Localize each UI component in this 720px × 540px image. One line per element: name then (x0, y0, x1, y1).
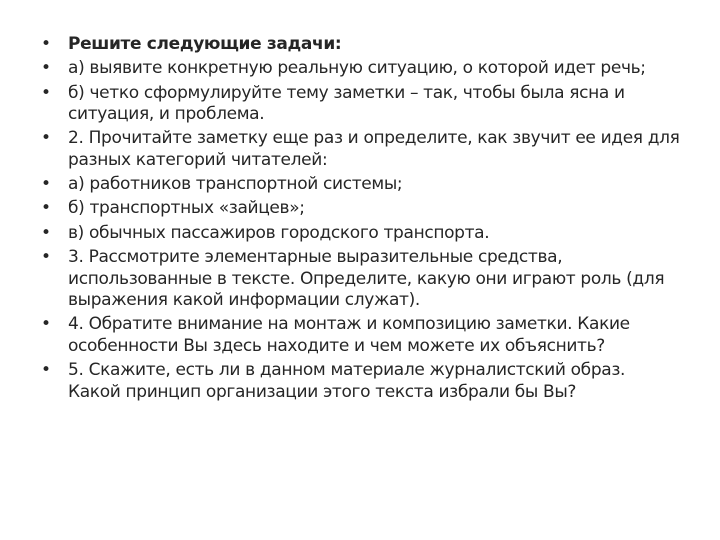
list-item-text: б) транспортных «зайцев»; (68, 198, 305, 219)
bullet-icon: • (41, 247, 51, 268)
list-item (40, 360, 680, 403)
list-item-text: б) четко сформулируйте тему заметки – так, чтобы была ясна и ситуация, и проблема. (68, 82, 625, 125)
list-item-text: 5. Скажите, есть ли в данном материале журналистский образ. Какой принцип организации этого текста избрали бы Вы? (68, 360, 626, 402)
list-item (40, 174, 680, 196)
list-item (40, 247, 680, 312)
bullet-icon: • (41, 174, 51, 195)
list-item (40, 83, 680, 126)
bullet-icon: • (41, 360, 51, 381)
bullet-icon: • (41, 128, 51, 149)
list-item-text: в) обычных пассажиров городского транспорта. (68, 222, 490, 243)
bullet-icon: • (41, 34, 51, 54)
list-item-text: а) выявите конкретную реальную ситуацию, о которой идет речь; (68, 58, 646, 79)
list-item-text: 4. Обратите внимание на монтаж и композицию заметки. Какие особенности Вы здесь находите и чем можете их объяснить? (68, 314, 630, 356)
list-item (40, 128, 680, 171)
list-item-text: 3. Рассмотрите элементарные выразительные средства, использованные в тексте. Определите, какую они играют роль (для выражения какой информации служат). (68, 247, 665, 311)
bullet-icon: • (41, 222, 51, 243)
bullet-icon: • (41, 82, 51, 103)
list-item-text: 2. Прочитайте заметку еще раз и определите, как звучит ее идея для разных категорий читателей: (68, 128, 680, 170)
list-item (40, 223, 680, 245)
bullet-icon: • (41, 314, 51, 335)
bullet-icon: • (41, 58, 51, 79)
list-item-text: Решите следующие задачи: (68, 34, 342, 54)
list-item-header (40, 34, 680, 56)
list-item (40, 314, 680, 357)
list-item (40, 198, 680, 220)
list-item-text: а) работников транспортной системы; (68, 174, 403, 195)
task-list (40, 34, 680, 406)
list-item (40, 58, 680, 80)
bullet-icon: • (41, 198, 51, 219)
